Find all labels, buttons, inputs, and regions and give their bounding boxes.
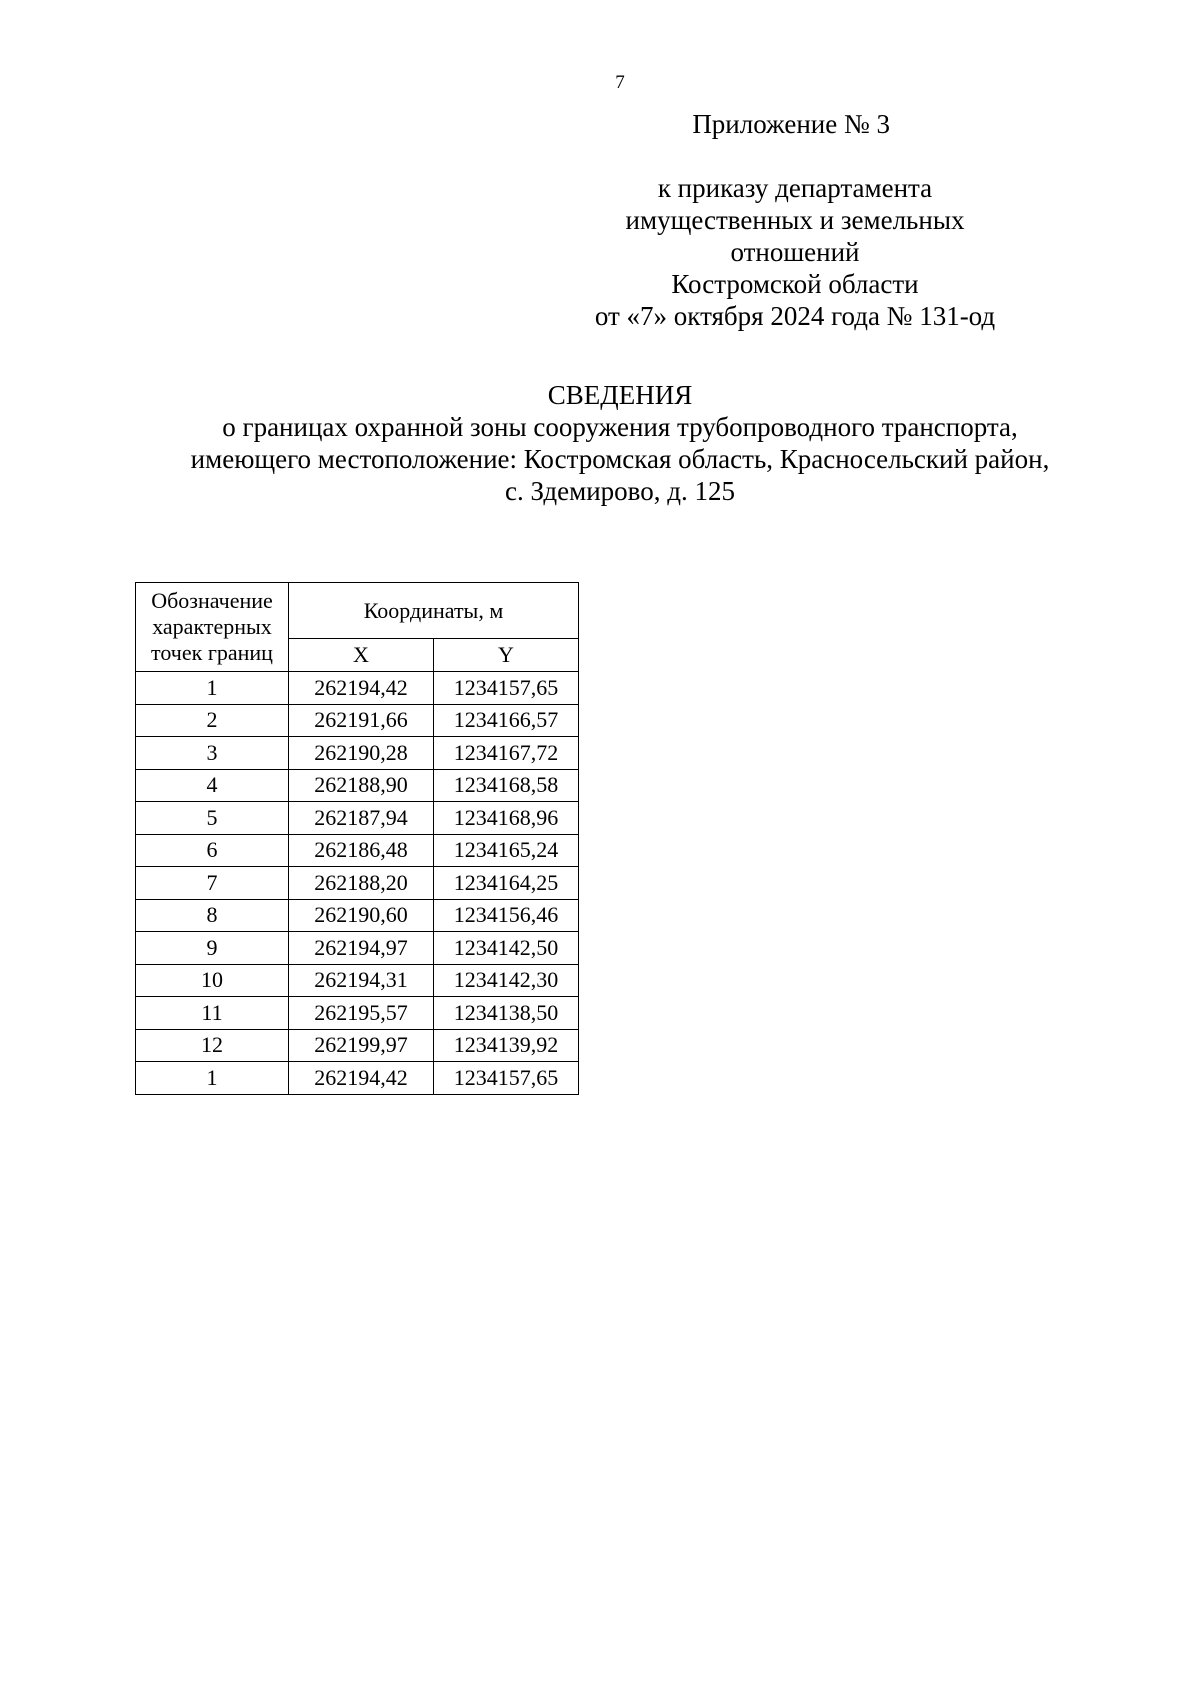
point-number-cell: 4 <box>136 769 289 802</box>
x-coordinate-cell: 262186,48 <box>289 834 434 867</box>
y-coordinate-cell: 1234157,65 <box>434 672 579 705</box>
header-x: X <box>289 639 434 672</box>
x-coordinate-cell: 262188,90 <box>289 769 434 802</box>
order-line: имущественных и земельных <box>625 205 965 235</box>
table-row <box>136 964 579 997</box>
point-number-cell: 5 <box>136 802 289 835</box>
y-coordinate-cell: 1234168,96 <box>434 802 579 835</box>
point-number-cell: 2 <box>136 704 289 737</box>
y-coordinate-cell: 1234138,50 <box>434 997 579 1030</box>
header-designation-line: характерных <box>152 614 272 639</box>
point-number-cell: 7 <box>136 867 289 900</box>
x-coordinate-cell: 262194,31 <box>289 964 434 997</box>
y-coordinate-cell: 1234157,65 <box>434 1062 579 1095</box>
header-designation-line: Обозначение <box>151 588 273 613</box>
x-coordinate-cell: 262195,57 <box>289 997 434 1030</box>
table-row <box>136 802 579 835</box>
y-coordinate-cell: 1234156,46 <box>434 899 579 932</box>
order-line: Костромской области <box>671 269 919 299</box>
header-y: Y <box>434 639 579 672</box>
y-coordinate-cell: 1234164,25 <box>434 867 579 900</box>
x-coordinate-cell: 262194,42 <box>289 672 434 705</box>
table-row <box>136 737 579 770</box>
document-title: СВЕДЕНИЯ <box>547 380 693 410</box>
table-row <box>136 672 579 705</box>
x-coordinate-cell: 262187,94 <box>289 802 434 835</box>
x-coordinate-cell: 262188,20 <box>289 867 434 900</box>
y-coordinate-cell: 1234139,92 <box>434 1029 579 1062</box>
point-number-cell: 6 <box>136 834 289 867</box>
table-row <box>136 1029 579 1062</box>
x-coordinate-cell: 262190,60 <box>289 899 434 932</box>
table-row <box>136 899 579 932</box>
header-designation <box>136 583 289 672</box>
page-number: 7 <box>615 72 625 93</box>
x-coordinate-cell: 262194,42 <box>289 1062 434 1095</box>
table-row <box>136 997 579 1030</box>
point-number-cell: 1 <box>136 672 289 705</box>
table-row <box>136 932 579 965</box>
point-number-cell: 8 <box>136 899 289 932</box>
order-date-number: от «7» октября 2024 года № 131-од <box>594 301 996 331</box>
order-line: отношений <box>730 237 860 267</box>
appendix-title: Приложение № 3 <box>692 109 890 139</box>
order-reference <box>585 172 1005 332</box>
table-row <box>136 769 579 802</box>
point-number-cell: 1 <box>136 1062 289 1095</box>
point-number-cell: 12 <box>136 1029 289 1062</box>
header-coordinates: Координаты, м <box>289 583 579 639</box>
y-coordinate-cell: 1234168,58 <box>434 769 579 802</box>
x-coordinate-cell: 262194,97 <box>289 932 434 965</box>
point-number-cell: 9 <box>136 932 289 965</box>
point-number-cell: 11 <box>136 997 289 1030</box>
table-row <box>136 704 579 737</box>
point-number-cell: 3 <box>136 737 289 770</box>
header-designation-line: точек границ <box>151 640 273 665</box>
order-line: к приказу департамента <box>657 173 933 203</box>
y-coordinate-cell: 1234166,57 <box>434 704 579 737</box>
table-row <box>136 867 579 900</box>
heading-line: имеющего местоположение: Костромская область, Красносельский район, <box>190 444 1050 474</box>
document-heading <box>70 379 1170 507</box>
y-coordinate-cell: 1234165,24 <box>434 834 579 867</box>
table-row <box>136 1062 579 1095</box>
point-number-cell: 10 <box>136 964 289 997</box>
y-coordinate-cell: 1234167,72 <box>434 737 579 770</box>
x-coordinate-cell: 262190,28 <box>289 737 434 770</box>
x-coordinate-cell: 262199,97 <box>289 1029 434 1062</box>
y-coordinate-cell: 1234142,50 <box>434 932 579 965</box>
coordinates-table <box>135 582 579 1095</box>
y-coordinate-cell: 1234142,30 <box>434 964 579 997</box>
table-row <box>136 834 579 867</box>
heading-line: о границах охранной зоны сооружения трубопроводного транспорта, <box>222 412 1018 442</box>
heading-line: с. Здемирово, д. 125 <box>505 476 735 506</box>
x-coordinate-cell: 262191,66 <box>289 704 434 737</box>
